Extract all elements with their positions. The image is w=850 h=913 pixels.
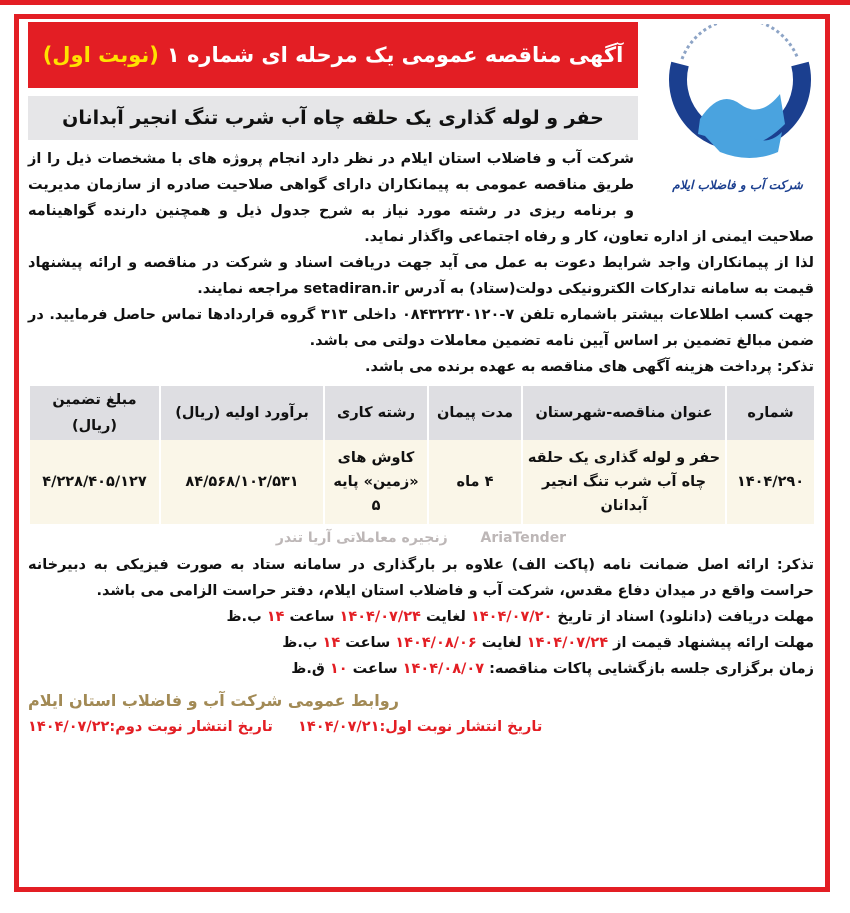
watermark-tagline: زنجیره معاملاتی آریا تندر (275, 530, 448, 546)
col-estimate: برآورد اولیه (ریال) (160, 386, 324, 440)
col-title: عنوان مناقصه-شهرستان (522, 386, 726, 440)
contact-paragraph: جهت کسب اطلاعات بیشتر باشماره تلفن ۷-۰۸۴۳۲۲۳۰۱۲۰ داخلی ۳۱۳ گروه قراردادها تماس حاصل فرمایید. در ضمن مبالغ تضمین بر اساس آیین نامه تضمین معاملات دولتی می باشد. (28, 307, 815, 349)
watermark-logo: AriaTender (480, 530, 567, 546)
col-guarantee: مبلغ تضمین (ریال) (29, 386, 160, 440)
tender-table (28, 386, 814, 524)
top-rule (0, 0, 850, 5)
offer-deadline: مهلت ارائه پیشنهاد قیمت از ۱۴۰۴/۰۷/۲۴ لغایت ۱۴۰۴/۰۸/۰۶ ساعت ۱۴ ب.ظ (282, 635, 814, 651)
title-main: آگهی مناقصه عمومی یک مرحله ای شماره ۱ (166, 43, 624, 67)
guarantee-note: تذکر: ارائه اصل ضمانت نامه (پاکت الف) علاوه بر بارگذاری در سامانه ستاد به صورت فیزیکی به دبیرخانه حراست واقع در میدان دفاع مقدس، شرکت آب و فاضلاب استان ایلام، دفتر حراست الزامی می باشد. (28, 557, 814, 599)
intro-paragraph-2: ریزی در رشته مورد نیاز به شرح جدول ذیل و همچنین دارنده گواهینامه صلاحیت ایمنی از اداره تعاون، کار و رفاه اجتماعی واگذار نماید. (28, 203, 814, 245)
notice-body (28, 146, 814, 740)
cost-note: تذکر: پرداخت هزینه آگهی های مناقصه به عهده برنده می باشد. (365, 359, 814, 375)
cell-duration: ۴ ماه (428, 440, 522, 524)
table-header-row (29, 386, 814, 440)
cell-estimate: ۸۴/۵۶۸/۱۰۲/۵۳۱ (160, 440, 324, 524)
cell-guarantee: ۴/۲۲۸/۴۰۵/۱۲۷ (29, 440, 160, 524)
cell-title: حفر و لوله گذاری یک حلقه چاه آب شرب تنگ انجیر آبدانان (522, 440, 726, 524)
opening-session: زمان برگزاری جلسه بازگشایی پاکات مناقصه: ۱۴۰۴/۰۸/۰۷ ساعت ۱۰ ق.ظ (291, 661, 814, 677)
cell-field: کاوش های «زمین» پایه ۵ (324, 440, 428, 524)
table-row (29, 440, 814, 524)
logo-space (634, 146, 814, 202)
website-link[interactable]: setadiran.ir (303, 281, 400, 297)
intro-paragraph-1: شرکت آب و فاضلاب استان ایلام در نظر دارد انجام پروژه های با مشخصات ذیل را از طریق مناقصه عمومی به پیمانکاران دارای گواهی صلاحیت صادره از سازمان مدیریت و برنامه ریزی در رشته مورد نیاز به شرح جدول ذیل و همچنین دارنده گواهینامه صلاحیت ایمنی از اداره تعاون، کار و رفاه اجتماعی واگذار نماید. (28, 151, 814, 245)
cell-number: ۱۴۰۴/۲۹۰ (726, 440, 814, 524)
public-relations-signature: روابط عمومی شرکت آب و فاضلاب استان ایلام (28, 691, 399, 710)
title-highlight: (نوبت اول) (42, 43, 159, 67)
col-duration: مدت پیمان (428, 386, 522, 440)
watermark (28, 526, 814, 550)
col-field: رشته کاری (324, 386, 428, 440)
col-number: شماره (726, 386, 814, 440)
notes-section (28, 552, 814, 682)
invite-paragraph: لذا از پیمانکاران واجد شرایط دعوت به عمل می آید جهت دریافت اسناد و شرکت در مناقصه و ارائه پیشنهاد قیمت به سامانه تدارکات الکترونیکی دولت(ستاد) به آدرس setadiran.ir مراجعه نمایند. (28, 255, 814, 297)
download-deadline: مهلت دریافت (دانلود) اسناد از تاریخ ۱۴۰۴/۰۷/۲۰ لغایت ۱۴۰۴/۰۷/۲۴ ساعت ۱۴ ب.ظ (226, 609, 814, 625)
publication-dates: تاریخ انتشار نوبت اول:۱۴۰۴/۰۷/۲۱ تاریخ انتشار نوبت دوم:۱۴۰۴/۰۷/۲۲ (28, 719, 543, 735)
notice-title (28, 22, 638, 88)
notice-subtitle: حفر و لوله گذاری یک حلقه چاه آب شرب تنگ انجیر آبدانان (28, 96, 638, 140)
logo-caption: شرکت آب و فاضلاب ایلام (672, 178, 803, 192)
